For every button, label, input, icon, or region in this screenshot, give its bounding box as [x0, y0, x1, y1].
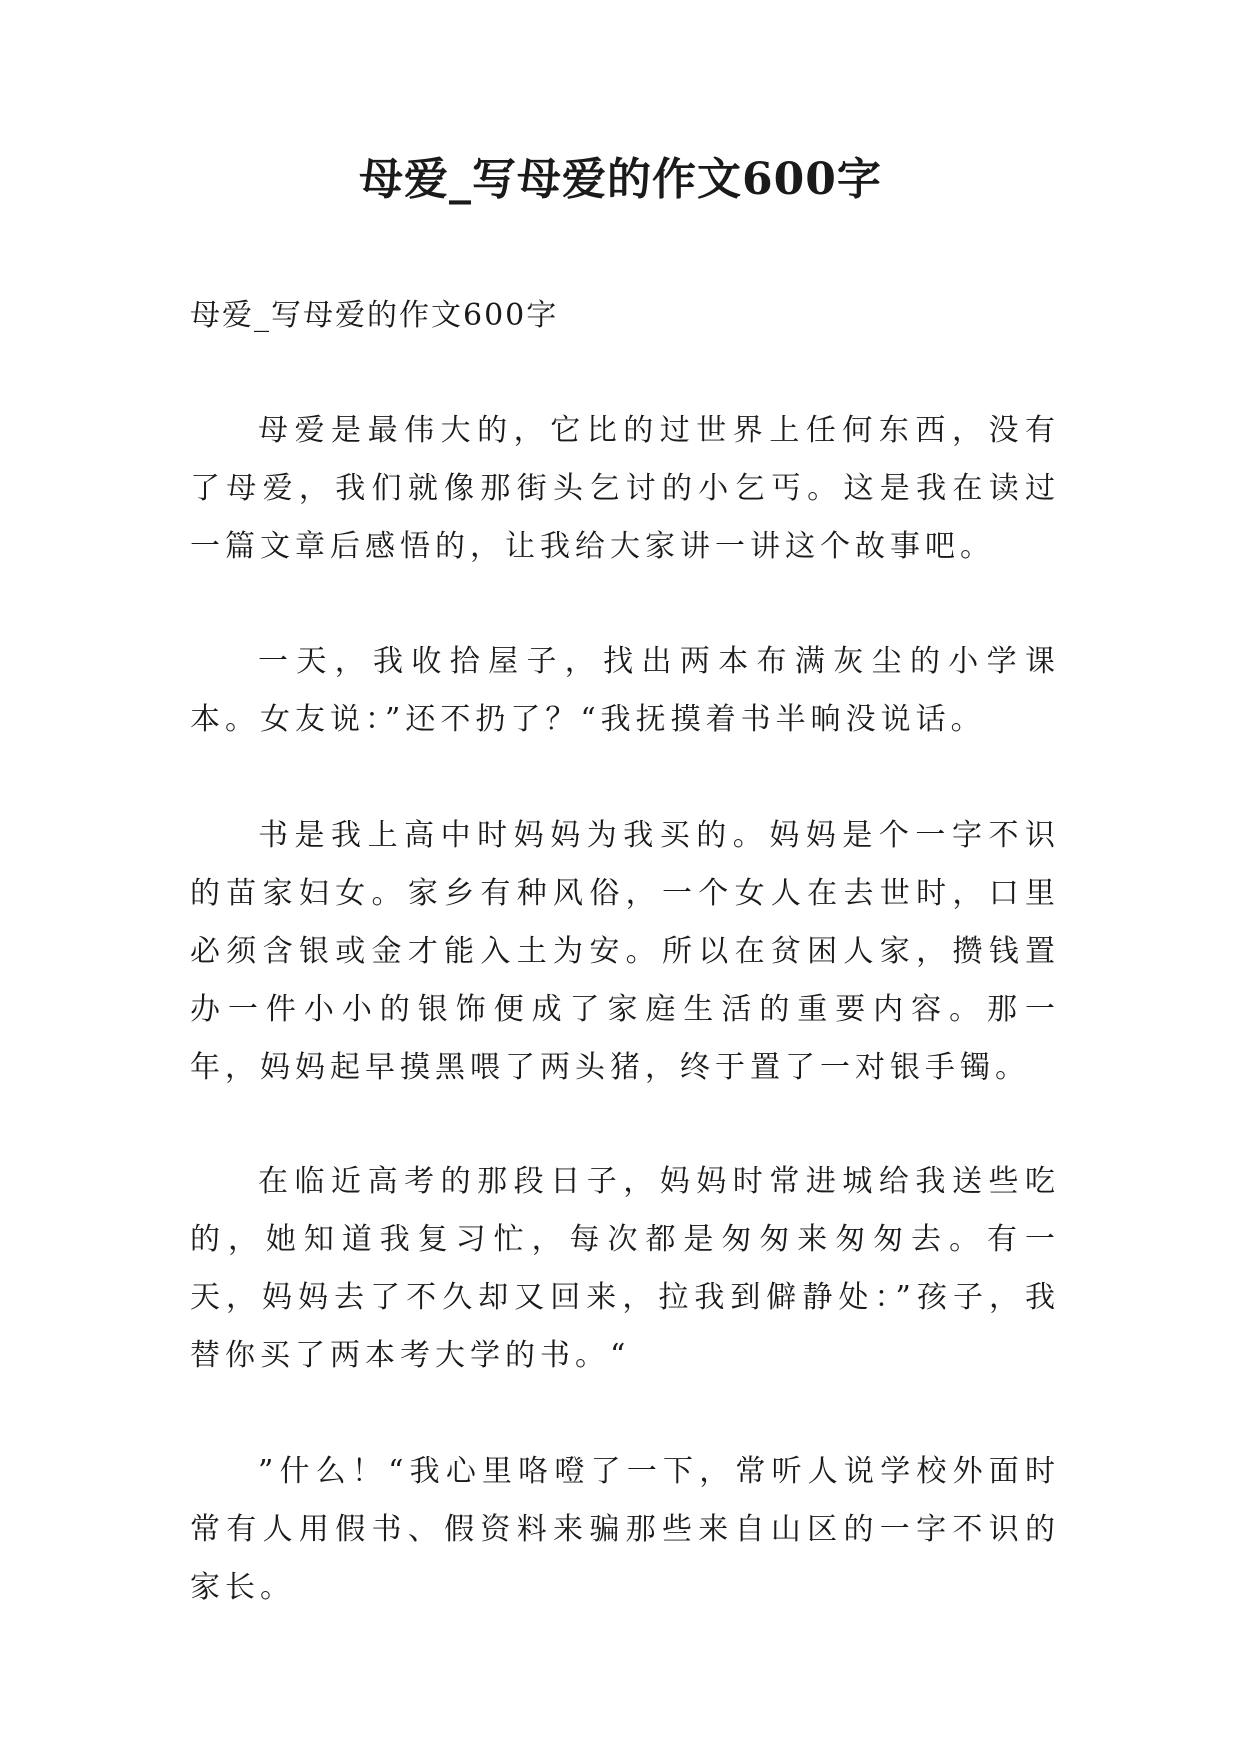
paragraph-1: 母爱是最伟大的，它比的过世界上任何东西，没有了母爱，我们就像那街头乞讨的小乞丐。这是我在读过一篇文章后感悟的，让我给大家讲一讲这个故事吧。 — [190, 413, 1060, 564]
paragraph-2: 一天，我收拾屋子，找出两本布满灰尘的小学课本。女友说：”还不扔了？“我抚摸着书半晌没说话。 — [190, 644, 1060, 737]
document-subtitle: 母爱_写母爱的作文600字 — [190, 298, 559, 333]
paragraph-4: 在临近高考的那段日子，妈妈时常进城给我送些吃的，她知道我复习忙，每次都是匆匆来匆匆去。有一天，妈妈去了不久却又回来，拉我到僻静处：”孩子，我替你买了两本考大学的书。“ — [190, 1164, 1060, 1373]
paragraph-5: ”什么！“我心里咯噔了一下，常听人说学校外面时常有人用假书、假资料来骗那些来自山区的一字不识的家长。 — [190, 1454, 1060, 1605]
paragraph-3: 书是我上高中时妈妈为我买的。妈妈是个一字不识的苗家妇女。家乡有种风俗，一个女人在去世时，口里必须含银或金才能入土为安。所以在贫困人家，攒钱置办一件小小的银饰便成了家庭生活的重要内容。那一年，妈妈起早摸黑喂了两头猪，终于置了一对银手镯。 — [190, 818, 1060, 1085]
document-title: 母爱_写母爱的作文600字 — [359, 154, 882, 205]
